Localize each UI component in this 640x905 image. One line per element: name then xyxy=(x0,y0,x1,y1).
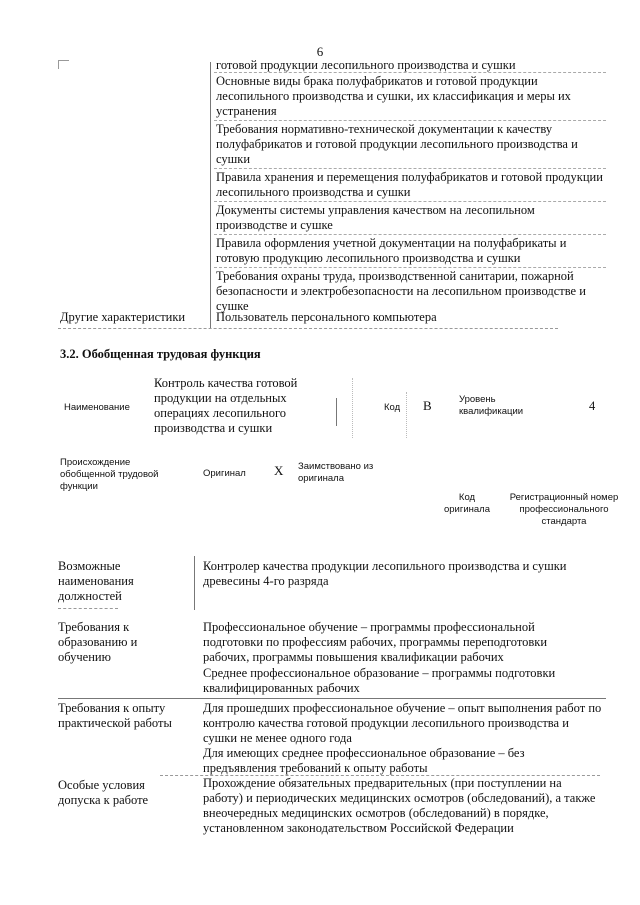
row-rule xyxy=(58,698,606,699)
table-row: Правила хранения и перемещения полуфабрикатов и готовой продукции лесопильного производства и сушки xyxy=(214,169,606,202)
registration-number-label: Регистрационный номер профессионального стандарта xyxy=(509,492,619,527)
table-row: готовой продукции лесопильного производства и сушки xyxy=(214,58,606,73)
row-rule xyxy=(58,608,118,609)
function-name: Контроль качества готовой продукции на отдельных операциях лесопильного производства и сушки xyxy=(154,376,298,435)
positions-label: Возможные наименования должностей xyxy=(58,559,134,603)
table-row: Требования нормативно-технической документации к качеству полуфабрикатов и готовой продукции лесопильного производства и сушки xyxy=(214,121,606,169)
table-row: Требования охраны труда, производственной санитарии, пожарной безопасности и электробезопасности на лесопильном производстве и сушке xyxy=(216,269,586,313)
special-conditions-value: Прохождение обязательных предварительных (при поступлении на работу) и периодических медицинских осмотров (обследований), а также внеочередных медицинских осмотров (обследований) в порядке, установленном законодательством Российской Федерации xyxy=(203,776,596,835)
other-characteristics-label: Другие характеристики xyxy=(60,310,186,324)
table-row: Документы системы управления качеством на лесопильном производстве и сушке xyxy=(214,202,606,235)
table-row: Правила оформления учетной документации на полуфабрикаты и готовую продукцию лесопильного производства и сушки xyxy=(214,235,606,268)
section-title: 3.2. Обобщенная трудовая функция xyxy=(60,347,261,361)
page-number: 6 xyxy=(316,44,324,59)
original-label: Оригинал xyxy=(203,468,246,479)
experience-label: Требования к опыту практической работы xyxy=(58,701,172,730)
education-value-2: Среднее профессиональное образование – программы подготовки квалифицированных рабочих xyxy=(203,666,556,695)
experience-value-1: Для прошедших профессиональное обучение – опыт выполнения работ по контролю качества готовой продукции лесопильного производства и сушки не менее одного года xyxy=(203,701,602,745)
code-original-label: Код оригинала xyxy=(443,492,490,515)
column-divider xyxy=(194,556,195,610)
code-label: Код xyxy=(384,402,401,413)
name-label: Наименование xyxy=(64,402,130,413)
education-value-1: Профессиональное обучение – программы профессиональной подготовки по профессиям рабочих, программы переподготовки рабочих, программы повышения квалификации рабочих xyxy=(203,620,548,664)
qualification-level-value: 4 xyxy=(589,399,596,413)
positions-value: Контролер качества продукции лесопильного производства и сушки древесины 4-го разряда xyxy=(203,559,567,588)
borrowed-label: Заимствовано из оригинала xyxy=(298,461,374,484)
special-conditions-label: Особые условия допуска к работе xyxy=(58,778,149,807)
original-mark: X xyxy=(274,463,284,478)
origin-label: Происхождение обобщенной трудовой функции xyxy=(60,457,159,492)
code-value: B xyxy=(423,398,432,413)
other-characteristics-value: Пользователь персонального компьютера xyxy=(216,310,437,324)
table-row: Основные виды брака полуфабрикатов и готовой продукции лесопильного производства и сушки, их классификация и меры их устранения xyxy=(214,73,606,121)
education-label: Требования к образованию и обучению xyxy=(58,620,138,664)
experience-value-2: Для имеющих среднее профессиональное образование – без предъявления требований к опыту работы xyxy=(203,746,525,775)
qualification-level-label: Уровень квалификации xyxy=(459,394,524,417)
